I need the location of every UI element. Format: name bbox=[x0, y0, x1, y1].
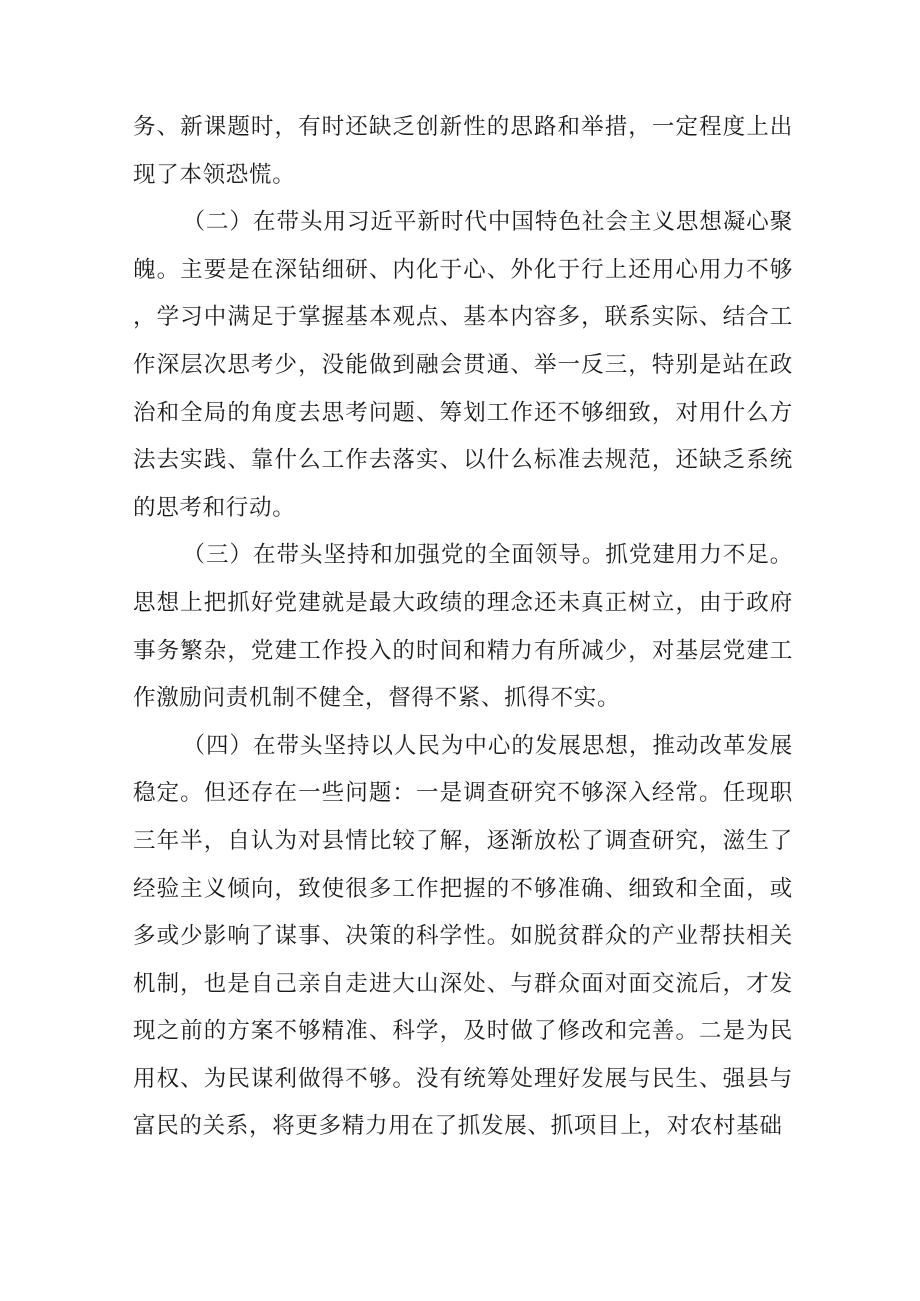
document-body bbox=[133, 104, 793, 1151]
paragraph-continuation: 务、新课题时，有时还缺乏创新性的思路和举措，一定程度上出现了本领恐慌。 bbox=[133, 114, 793, 188]
paragraph-section-3: （三）在带头坚持和加强党的全面领导。抓党建用力不足。思想上把抓好党建就是最大政绩的理念还未真正树立，由于政府事务繁杂，党建工作投入的时间和精力有所减少，对基层党建工作激励问责机制不健全，督得不紧、抓得不实。 bbox=[133, 542, 793, 712]
paragraph-section-2: （二）在带头用习近平新时代中国特色社会主义思想凝心聚魄。主要是在深钻细研、内化于心、外化于行上还用心用力不够，学习中满足于掌握基本观点、基本内容多，联系实际、结合工作深层次思考少，没能做到融会贯通、举一反三，特别是站在政治和全局的角度去思考问题、筹划工作还不够细致，对用什么方法去实践、靠什么工作去落实、以什么标准去规范，还缺乏系统的思考和行动。 bbox=[133, 209, 793, 521]
paragraph-section-4: （四）在带头坚持以人民为中心的发展思想，推动改革发展稳定。但还存在一些问题：一是调查研究不够深入经常。任现职三年半，自认为对县情比较了解，逐渐放松了调查研究，滋生了经验主义倾向，致使很多工作把握的不够准确、细致和全面，或多或少影响了谋事、决策的科学性。如脱贫群众的产业帮扶相关机制，也是自己亲自走进大山深处、与群众面对面交流后，才发现之前的方案不够精准、科学，及时做了修改和完善。二是为民用权、为民谋利做得不够。没有统筹处理好发展与民生、强县与富民的关系，将更多精力用在了抓发展、抓项目上，对农村基础 bbox=[133, 732, 793, 1140]
